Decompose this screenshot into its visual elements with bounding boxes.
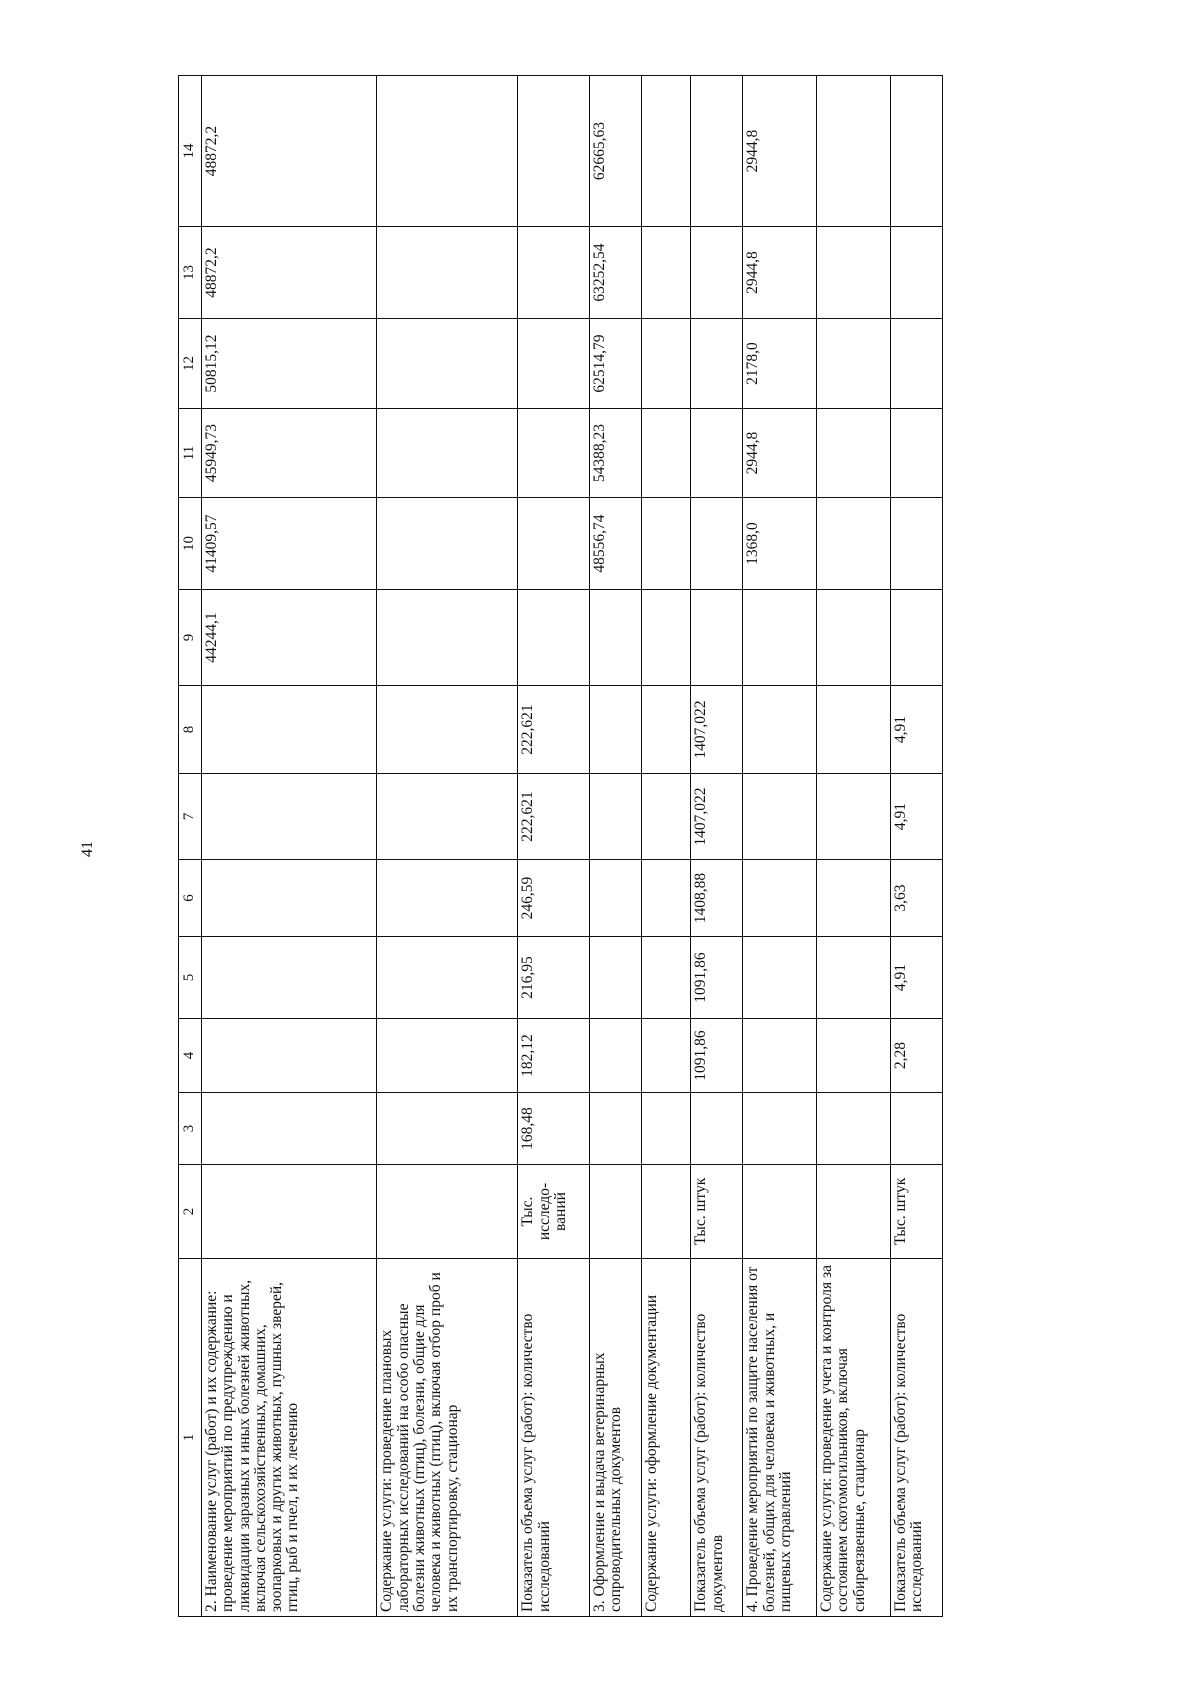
row-description: Показатель объема услуг (работ): количество исследований — [891, 1259, 943, 1617]
value-cell — [589, 686, 641, 774]
rotated-page-content — [178, 76, 943, 1617]
row-description: 4. Проведение мероприятий по защите населения от болезней, общих для человека и животных, и пищевых отравлений — [743, 1259, 817, 1617]
value-cell — [817, 686, 891, 774]
value-cell — [743, 686, 817, 774]
column-header-4: 4 — [179, 1019, 202, 1093]
row-description: 2. Наименование услуг (работ) и их содержание: проведение мероприятий по предупреждению и ликвидации заразных и иных болезней животных, включая сельскохозяйственных, домашних, зоопарковых и других животных, пушных зверей, птиц, рыб и пчел, и их лечению — [202, 1259, 377, 1617]
value-cell — [589, 937, 641, 1019]
value-cell: 41409,57 — [202, 498, 377, 590]
column-header-8: 8 — [179, 686, 202, 774]
value-cell — [641, 686, 691, 774]
value-cell — [817, 774, 891, 860]
row-description: Показатель объема услуг (работ): количество исследований — [518, 1259, 590, 1617]
value-cell: 2944,8 — [743, 76, 817, 227]
table-row — [891, 76, 943, 1617]
unit-cell — [589, 1165, 641, 1259]
value-cell — [743, 937, 817, 1019]
header-row — [179, 76, 202, 1617]
value-cell — [641, 774, 691, 860]
value-cell — [377, 590, 518, 686]
value-cell — [641, 498, 691, 590]
value-cell — [377, 1093, 518, 1165]
value-cell — [377, 774, 518, 860]
unit-cell — [817, 1165, 891, 1259]
value-cell: 246,59 — [518, 860, 590, 937]
budget-table — [178, 75, 943, 1617]
value-cell: 4,91 — [891, 774, 943, 860]
column-header-2: 2 — [179, 1165, 202, 1259]
value-cell — [202, 686, 377, 774]
value-cell — [377, 76, 518, 227]
value-cell — [891, 590, 943, 686]
value-cell — [377, 319, 518, 409]
value-cell — [743, 590, 817, 686]
value-cell — [641, 409, 691, 498]
value-cell — [589, 1093, 641, 1165]
value-cell: 48872,2 — [202, 227, 377, 319]
value-cell — [641, 319, 691, 409]
column-header-14: 14 — [179, 76, 202, 227]
value-cell: 63252,54 — [589, 227, 641, 319]
value-cell — [377, 937, 518, 1019]
value-cell: 216,95 — [518, 937, 590, 1019]
unit-cell: Тыс. штук — [691, 1165, 743, 1259]
value-cell: 222,621 — [518, 686, 590, 774]
value-cell: 45949,73 — [202, 409, 377, 498]
value-cell — [817, 1019, 891, 1093]
value-cell: 182,12 — [518, 1019, 590, 1093]
row-description: Показатель объема услуг (работ): количество документов — [691, 1259, 743, 1617]
value-cell — [891, 227, 943, 319]
value-cell — [691, 76, 743, 227]
table-row — [377, 76, 518, 1617]
value-cell — [817, 319, 891, 409]
unit-cell: Тыс. штук — [891, 1165, 943, 1259]
unit-cell — [202, 1165, 377, 1259]
unit-cell — [641, 1165, 691, 1259]
value-cell — [641, 860, 691, 937]
page-number: 41 — [79, 841, 96, 857]
value-cell — [641, 1093, 691, 1165]
table-row — [817, 76, 891, 1617]
value-cell: 2178,0 — [743, 319, 817, 409]
value-cell — [691, 1093, 743, 1165]
value-cell — [202, 1019, 377, 1093]
value-cell — [589, 774, 641, 860]
column-header-3: 3 — [179, 1093, 202, 1165]
table-row — [518, 76, 590, 1617]
row-description: Содержание услуги: оформление документации — [641, 1259, 691, 1617]
value-cell — [518, 319, 590, 409]
value-cell: 2,28 — [891, 1019, 943, 1093]
value-cell: 222,621 — [518, 774, 590, 860]
table-row — [743, 76, 817, 1617]
table-row — [202, 76, 377, 1617]
table-row — [589, 76, 641, 1617]
row-description: Содержание услуги: проведение учета и контроля за состоянием скотомогильников, включая сибиреязвенные, стационар — [817, 1259, 891, 1617]
value-cell: 1408,88 — [691, 860, 743, 937]
value-cell: 50815,12 — [202, 319, 377, 409]
value-cell: 48872,2 — [202, 76, 377, 227]
value-cell: 62665,63 — [589, 76, 641, 227]
column-header-11: 11 — [179, 409, 202, 498]
value-cell: 3,63 — [891, 860, 943, 937]
column-header-10: 10 — [179, 498, 202, 590]
column-header-6: 6 — [179, 860, 202, 937]
value-cell — [202, 1093, 377, 1165]
value-cell — [817, 937, 891, 1019]
unit-cell — [377, 1165, 518, 1259]
value-cell — [743, 1019, 817, 1093]
value-cell — [817, 860, 891, 937]
value-cell — [377, 1019, 518, 1093]
value-cell — [691, 409, 743, 498]
value-cell — [817, 590, 891, 686]
column-header-13: 13 — [179, 227, 202, 319]
value-cell — [518, 227, 590, 319]
column-header-12: 12 — [179, 319, 202, 409]
value-cell: 54388,23 — [589, 409, 641, 498]
value-cell — [377, 860, 518, 937]
value-cell: 62514,79 — [589, 319, 641, 409]
value-cell — [641, 76, 691, 227]
value-cell: 4,91 — [891, 937, 943, 1019]
value-cell — [377, 409, 518, 498]
value-cell — [518, 590, 590, 686]
value-cell — [691, 227, 743, 319]
value-cell — [377, 498, 518, 590]
value-cell — [691, 590, 743, 686]
column-header-7: 7 — [179, 774, 202, 860]
value-cell — [817, 409, 891, 498]
value-cell — [641, 227, 691, 319]
value-cell: 4,91 — [891, 686, 943, 774]
value-cell: 1091,86 — [691, 1019, 743, 1093]
value-cell — [817, 227, 891, 319]
row-description: 3. Оформление и выдача ветеринарных сопроводительных документов — [589, 1259, 641, 1617]
value-cell — [377, 227, 518, 319]
value-cell — [641, 937, 691, 1019]
value-cell — [817, 76, 891, 227]
value-cell — [891, 498, 943, 590]
value-cell: 1368,0 — [743, 498, 817, 590]
value-cell — [743, 860, 817, 937]
value-cell: 48556,74 — [589, 498, 641, 590]
value-cell — [891, 409, 943, 498]
value-cell — [589, 590, 641, 686]
value-cell — [641, 1019, 691, 1093]
unit-cell: Тыс. исследо- ваний — [518, 1165, 590, 1259]
value-cell — [589, 1019, 641, 1093]
value-cell — [743, 1093, 817, 1165]
column-header-9: 9 — [179, 590, 202, 686]
value-cell — [743, 774, 817, 860]
column-header-1: 1 — [179, 1259, 202, 1617]
value-cell: 44244,1 — [202, 590, 377, 686]
value-cell: 168,48 — [518, 1093, 590, 1165]
row-description: Содержание услуги: проведение плановых лабораторных исследований на особо опасные болезни животных (птиц), болезни, общие для человека и животных (птиц), включая отбор проб и их транспортировку, стационар — [377, 1259, 518, 1617]
unit-cell — [743, 1165, 817, 1259]
value-cell: 1091,86 — [691, 937, 743, 1019]
value-cell — [891, 1093, 943, 1165]
value-cell — [891, 76, 943, 227]
value-cell — [377, 686, 518, 774]
table-row — [691, 76, 743, 1617]
value-cell — [518, 409, 590, 498]
value-cell — [589, 860, 641, 937]
value-cell — [817, 1093, 891, 1165]
value-cell — [817, 498, 891, 590]
value-cell — [641, 590, 691, 686]
value-cell: 1407,022 — [691, 774, 743, 860]
value-cell — [202, 860, 377, 937]
value-cell — [202, 774, 377, 860]
value-cell — [202, 937, 377, 1019]
value-cell — [518, 498, 590, 590]
value-cell: 2944,8 — [743, 227, 817, 319]
value-cell: 2944,8 — [743, 409, 817, 498]
value-cell: 1407,022 — [691, 686, 743, 774]
value-cell — [691, 498, 743, 590]
column-header-5: 5 — [179, 937, 202, 1019]
table-row — [641, 76, 691, 1617]
value-cell — [691, 319, 743, 409]
value-cell — [891, 319, 943, 409]
value-cell — [518, 76, 590, 227]
